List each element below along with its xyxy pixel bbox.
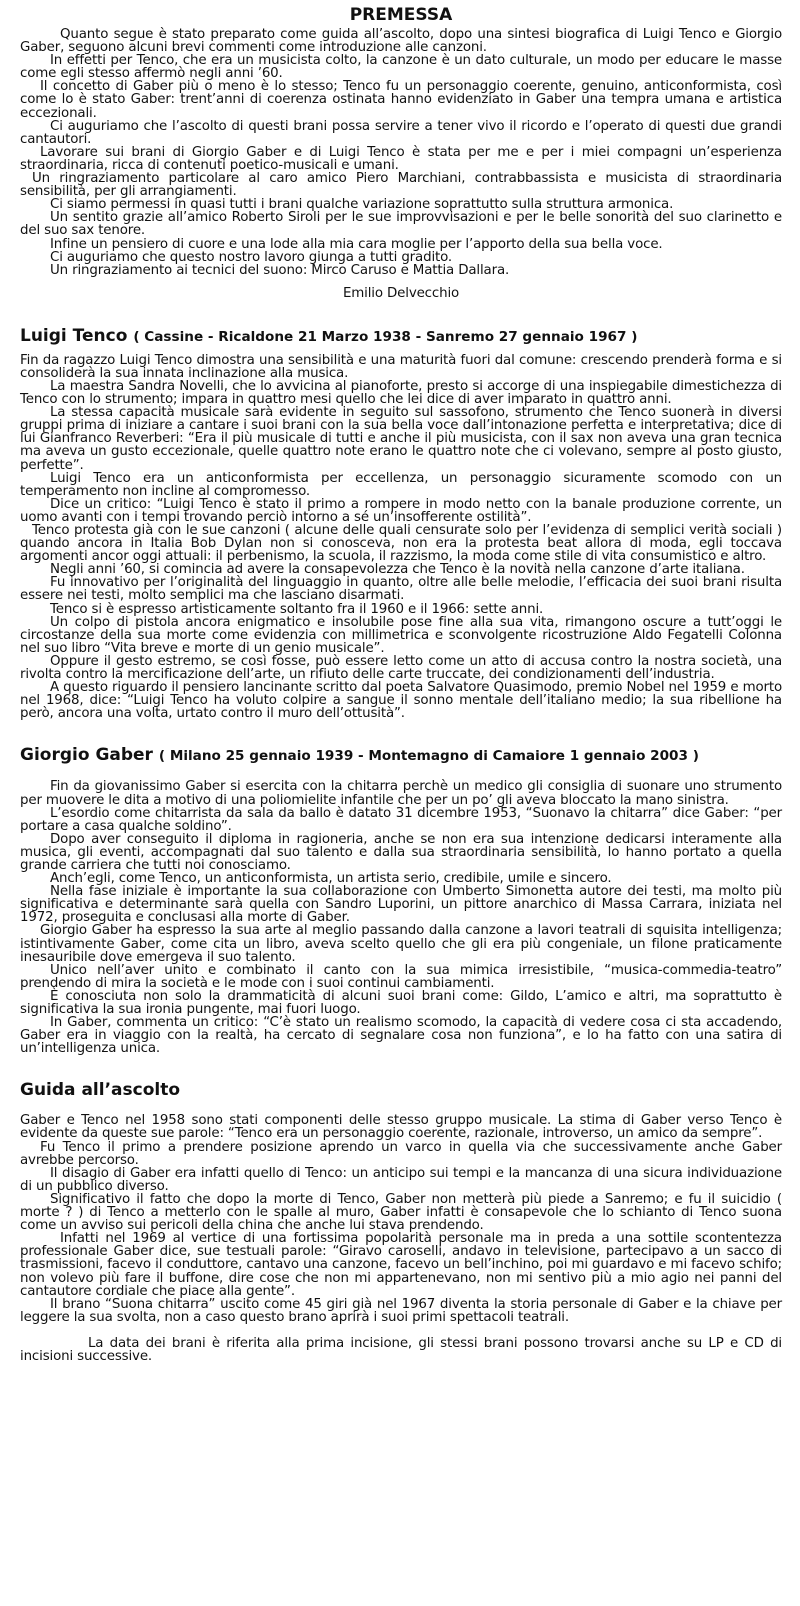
tenco-paragraph: Un colpo di pistola ancora enigmatico e insolubile pose fine alla sua vita, rimangono oscure a tutt’oggi le circostanze della sua morte come evidenzia con millimetrica e sconvolgente ricostruzione Aldo Fegatelli Colonna nel suo libro “Vita breve e morte di un genio musicale”. <box>20 614 782 656</box>
gaber-paragraph: Anch’egli, come Tenco, un anticonformista, un artista serio, credibile, umile e sincero. <box>50 871 612 887</box>
guida-section <box>20 1079 782 1363</box>
guida-paragraph: Il disagio di Gaber era infatti quello di Tenco: un anticipo sui tempi e la mancanza di una sicura individuazione di un pubblico diverso. <box>20 1165 782 1194</box>
guida-paragraph: Fu Tenco il primo a prendere posizione aprendo un varco in quella via che successivamente anche Gaber avrebbe percorso. <box>20 1139 782 1168</box>
premessa-paragraph: Lavorare sui brani di Giorgio Gaber e di Luigi Tenco è stata per me e per i miei compagni un’esperienza straordinaria, ricca di contenuti poetico-musicali e umani. <box>20 144 782 173</box>
tenco-paragraph: La maestra Sandra Novelli, che lo avvicina al pianoforte, presto si accorge di una inspiegabile dimestichezza di Tenco con lo strumento; impara in quattro mesi quello che lei dice di aver imparato in quattro anni. <box>20 378 782 408</box>
gaber-paragraph: Nella fase iniziale è importante la sua collaborazione con Umberto Simonetta autore dei testi, ma molto più significativa e determinante sarà quella con Sandro Luporini, un pittore anarchico di Massa Carrara, iniziata nel 1972, proseguita e conclusasi alla morte di Gaber. <box>20 884 782 926</box>
tenco-paragraph: Tenco si è espresso artisticamente soltanto fra il 1960 e il 1966: sette anni. <box>50 601 544 617</box>
tenco-paragraph: Fin da ragazzo Luigi Tenco dimostra una sensibilità e una maturità fuori dal comune: crescendo prenderà forma e si consoliderà la sua innata inclinazione alla musica. <box>20 352 782 381</box>
premessa-paragraph: Un ringraziamento particolare al caro amico Piero Marchiani, contrabbassista e musicista di straordinaria sensibilità, per gli arrangiamenti. <box>20 171 782 200</box>
tenco-paragraph: Oppure il gesto estremo, se così fosse, può essere letto come un atto di accusa contro la nostra società, una rivolta contro la mercificazione dell’arte, un rifiuto delle carte truccate, dei condizionamenti dell’industria. <box>20 653 782 683</box>
premessa-paragraph: Quanto segue è stato preparato come guida all’ascolto, dopo una sintesi biografica di Luigi Tenco e Giorgio Gaber, seguono alcuni brevi commenti come introduzione alle canzoni. <box>20 27 782 56</box>
gaber-paragraph: In Gaber, commenta un critico: “C’è stato un realismo scomodo, la capacità di vedere cosa ci sta accadendo, Gaber era in viaggio con la realtà, ha cercato di segnalare cosa non funziona”, e lo ha fatto con una satira di un’intelligenza unica. <box>20 1015 782 1057</box>
tenco-paragraph: Negli anni ’60, si comincia ad avere la consapevolezza che Tenco è la novità nella canzone d’arte italiana. <box>50 562 745 578</box>
document-page <box>20 4 782 1363</box>
guida-paragraph: Significativo il fatto che dopo la morte di Tenco, Gaber non metterà più piede a Sanremo; e fu il suicidio ( morte ? ) di Tenco a metterlo con le spalle al muro, Gaber infatti è consapevole che lo schianto di Tenco suona come un avviso sui pericoli della china che anche lui stava prendendo. <box>20 1191 782 1234</box>
gaber-paragraph: Unico nell’aver unito e combinato il canto con la sua mimica irresistibile, “musica-commedia-teatro” prendendo di mira la società e le mode con i suoi continui cambiamenti. <box>20 962 782 991</box>
gaber-paragraph: Giorgio Gaber ha espresso la sua arte al meglio passando dalla canzone a lavori teatrali di squisita intelligenza; istintivamente Gaber, come cita un libro, aveva scelto quello che gli era più congeniale, un filone praticamente inesauribile dove emergeva il suo talento. <box>20 923 782 965</box>
page-title: PREMESSA <box>349 5 453 25</box>
gaber-dates: ( Milano 25 gennaio 1939 - Montemagno di Camaiore 1 gennaio 2003 ) <box>158 748 699 765</box>
premessa-paragraph: Il concetto di Gaber più o meno è lo stesso; Tenco fu un personaggio coerente, genuino, anticonformista, così come lo è stato Gaber: trent’anni di coerenza ostinata hanno evidenziato in Gaber una tempra umana e artistica eccezionali. <box>20 79 782 121</box>
premessa-paragraph: Un sentito grazie all’amico Roberto Siroli per le sue improvvisazioni e per le belle sonorità del suo clarinetto e del suo sax tenore. <box>20 210 782 239</box>
tenco-dates: ( Cassine - Ricaldone 21 Marzo 1938 - Sanremo 27 gennaio 1967 ) <box>133 328 638 345</box>
premessa-section <box>20 28 782 301</box>
premessa-paragraph: In effetti per Tenco, che era un musicista colto, la canzone è un dato culturale, un modo per educare le masse come egli stesso affermò negli anni ’60. <box>20 53 782 82</box>
gaber-name: Giorgio Gaber <box>20 745 153 766</box>
guida-paragraph: Gaber e Tenco nel 1958 sono stati componenti delle stesso gruppo musicale. La stima di Gaber verso Tenco è evidente da queste sue parole: “Tenco era un personaggio coerente, razionale, introverso, un amico da sempre”. <box>20 1113 782 1142</box>
gaber-section <box>20 744 782 1055</box>
guida-paragraph: Infatti nel 1969 al vertice di una fortissima popolarità personale ma in preda a una sottile scontentezza professionale Gaber dice, sue testuali parole: “Giravo caroselli, andavo in televisione, partecipavo a un sacco di trasmissioni, facevo il conduttore, cantavo una canzone, facevo un bell’inchino, poi mi guardavo e mi facevo schifo; non volevo più fare il buffone, dire cose che non mi appartenevano, non mi sentivo più a mio agio nei panni del cantautore cordiale che piace alla gente”. <box>20 1231 782 1299</box>
guida-paragraph: Il brano “Suona chitarra” uscito come 45 giri già nel 1967 diventa la storia personale di Gaber e la chiave per leggere la sua svolta, non a caso questo brano aprirà i suoi primi spettacoli teatrali. <box>20 1296 782 1325</box>
gaber-paragraph: Dopo aver conseguito il diploma in ragioneria, anche se non era sua intenzione dedicarsi interamente alla musica, gli eventi, accompagnati dal suo talento e dalla sua straordinaria sensibilità, lo hanno portato a quella grande carriera che tutti noi conosciamo. <box>20 831 782 873</box>
gaber-paragraph: È conosciuta non solo la drammaticità di alcuni suoi brani come: Gildo, L’amico e altri, ma soprattutto è significativa la sua ironia pungente, mai fuori luogo. <box>20 988 782 1017</box>
premessa-paragraph: Ci auguriamo che l’ascolto di questi brani possa servire a tener vivo il ricordo e l’operato di questi due grandi cantautori. <box>20 118 782 147</box>
premessa-paragraph: Infine un pensiero di cuore e una lode alla mia cara moglie per l’apporto della sua bella voce. <box>50 236 663 252</box>
gaber-paragraph: L’esordio come chitarrista da sala da ballo è datato 31 dicembre 1953, “Suonavo la chitarra” dice Gaber: “per portare a casa qualche soldino”. <box>20 805 782 834</box>
tenco-paragraph: Fu innovativo per l’originalità del linguaggio in quanto, oltre alle belle melodie, l’efficacia dei suoi brani risulta essere nei testi, molto semplici ma che lasciano disarmati. <box>20 575 782 604</box>
guida-note: La data dei brani è riferita alla prima incisione, gli stessi brani possono trovarsi anche su LP e CD di incisioni successive. <box>20 1335 782 1364</box>
tenco-heading <box>20 325 782 348</box>
signature: Emilio Delvecchio <box>342 285 460 301</box>
premessa-paragraph: Ci siamo permessi in quasi tutti i brani qualche variazione soprattutto sulla struttura armonica. <box>50 197 674 213</box>
tenco-paragraph: Tenco protesta già con le sue canzoni ( alcune delle quali censurate solo per l’evidenza di semplici verità sociali ) quando ancora in Italia Bob Dylan non si conosceva, non era la protesta beat allora di moda, egli toccava argomenti ancor oggi attuali: il perbenismo, la scuola, il razzismo, la moda come stile di vita consumistico e altro. <box>20 523 782 565</box>
tenco-paragraph: Dice un critico: “Luigi Tenco è stato il primo a rompere in modo netto con la banale produzione corrente, un uomo avanti con i tempi trovando perciò intorno a sé un’insofferente ostilità”. <box>20 496 782 525</box>
premessa-paragraph: Un ringraziamento ai tecnici del suono: Mirco Caruso e Mattia Dallara. <box>50 262 510 278</box>
gaber-paragraph: Fin da giovanissimo Gaber si esercita con la chitarra perchè un medico gli consiglia di suonare uno strumento per muovere le dita a motivo di una poliomielite infantile che per un po’ gli aveva bloccato la mano sinistra. <box>20 779 782 808</box>
tenco-section <box>20 325 782 721</box>
tenco-paragraph: La stessa capacità musicale sarà evidente in seguito sul sassofono, strumento che Tenco suonerà in diversi gruppi prima di iniziare a cantare i suoi brani con la sua bella voce dall’intonazione perfetta e interpretativa; dice di lui Gianfranco Reverberi: “Era il più musicale di tutti e anche il più musicista, con il sax non aveva una gran tecnica ma aveva un gusto eccezionale, quelle quattro note erano le quattro note che ci volevano, sempre al posto giusto, perfette”. <box>20 405 782 473</box>
tenco-paragraph: Luigi Tenco era un anticonformista per eccellenza, un personaggio sicuramente scomodo con un temperamento non incline al compromesso. <box>20 470 782 499</box>
guida-heading: Guida all’ascolto <box>20 1080 181 1101</box>
gaber-heading <box>20 744 782 767</box>
tenco-name: Luigi Tenco <box>20 325 128 346</box>
tenco-paragraph: A questo riguardo il pensiero lancinante scritto dal poeta Salvatore Quasimodo, premio Nobel nel 1959 e morto nel 1968, dice: “Luigi Tenco ha voluto colpire a sangue il sonno mentale dell’italiano medio; la sua ribellione ha però, ancora una volta, urtato contro il muro dell’ottusità”. <box>20 680 782 722</box>
premessa-paragraph: Ci auguriamo che questo nostro lavoro giunga a tutti gradito. <box>50 249 453 265</box>
